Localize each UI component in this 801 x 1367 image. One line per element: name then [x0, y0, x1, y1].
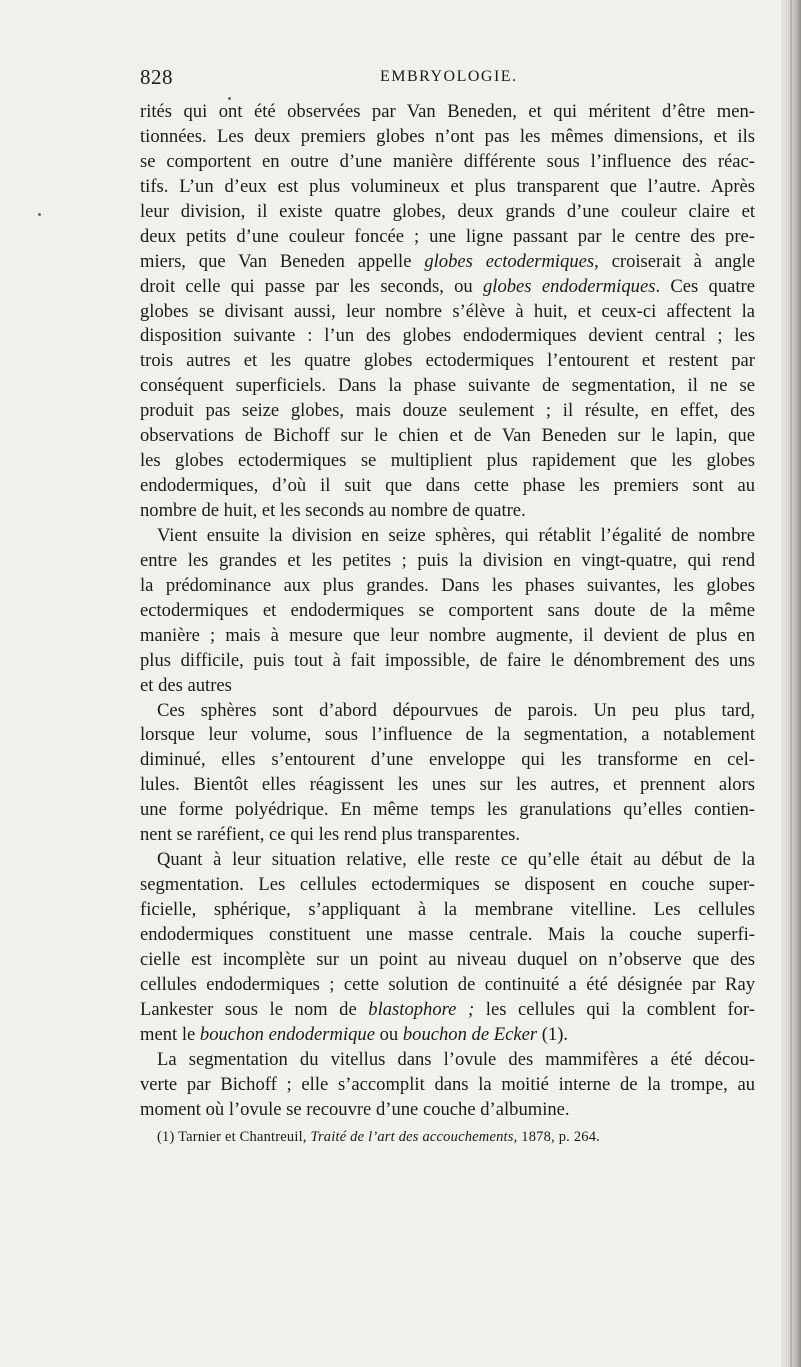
text-line: une forme polyédrique. En même temps les granulations qu’elles contien-	[140, 799, 755, 821]
text-line: les globes ectodermiques se multiplient plus rapidement que les globes	[140, 450, 755, 472]
text-run: ou	[374, 1023, 403, 1045]
text-run: les cellules qui la comblent for-	[474, 998, 755, 1020]
text-line: trois autres et les quatre globes ectodermiques l’entourent et restent par	[140, 350, 755, 372]
text-line	[140, 250, 755, 275]
text-line: se comportent en outre d’une manière différente sous l’influence des réac-	[140, 150, 755, 172]
text-line	[140, 1023, 755, 1048]
text-line: La segmentation du vitellus dans l’ovule des mammifères a été décou-	[157, 1048, 755, 1070]
text-run: Lankester sous le nom de	[140, 998, 369, 1020]
text-line: nent se raréfient, ce qui les rend plus transparentes.	[140, 824, 520, 846]
text-run: miers, que Van Beneden appelle	[140, 250, 425, 272]
text-line: plus difficile, puis tout à fait impossible, de faire le dénombrement des uns	[140, 649, 755, 671]
footnote-title: Traité de l’art des accouchements	[310, 1129, 514, 1145]
text-line: Vient ensuite la division en seize sphères, qui rétablit l’égalité de nombre	[157, 524, 755, 546]
text-run: droit celle qui passe par les seconds, ou	[140, 275, 483, 297]
text-line	[140, 275, 755, 300]
text-line: disposition suivante : l’un des globes endodermiques devient central ; les	[140, 325, 755, 347]
text-line: entre les grandes et les petites ; puis la division en vingt-quatre, qui rend	[140, 549, 755, 571]
term-bouchon-endodermique: bouchon endodermique	[199, 1023, 375, 1045]
text-line: ficielle, sphérique, s’appliquant à la membrane vitelline. Les cellules	[140, 899, 755, 920]
term-globes-endodermiques: globes endodermiques	[483, 275, 656, 297]
print-speck	[228, 97, 231, 100]
footnote	[157, 1129, 600, 1146]
footnote-marker: (1) Tarnier et Chantreuil,	[157, 1129, 311, 1145]
text-line: leur division, il existe quatre globes, deux grands d’une couleur claire et	[140, 200, 755, 222]
text-line	[140, 998, 755, 1023]
term-bouchon-de-ecker: bouchon de Ecker	[402, 1023, 538, 1045]
text-line: deux petits d’une couleur foncée ; une ligne passant par le centre des pre-	[140, 225, 755, 247]
text-line: Quant à leur situation relative, elle reste ce qu’elle était au début de la	[157, 849, 755, 871]
footnote-ref: (1).	[537, 1023, 569, 1045]
text-line: tifs. L’un d’eux est plus volumineux et plus transparent que l’autre. Après	[140, 175, 755, 197]
text-line: moment où l’ovule se recouvre d’une couche d’albumine.	[140, 1098, 570, 1120]
text-line: Ces sphères sont d’abord dépourvues de parois. Un peu plus tard,	[157, 699, 755, 721]
text-line: globes se divisant aussi, leur nombre s’élève à huit, et ceux-ci affectent la	[140, 300, 755, 322]
term-blastophore: blastophore ;	[368, 998, 475, 1020]
page-header	[140, 65, 755, 93]
print-speck	[38, 213, 41, 216]
text-line: diminué, elles s’entourent d’une enveloppe qui les transforme en cel-	[140, 749, 755, 771]
running-head: EMBRYOLOGIE.	[380, 68, 518, 85]
footnote-rest: , 1878, p. 264.	[513, 1129, 600, 1145]
text-line: observations de Bichoff sur le chien et de Van Beneden sur le lapin, que	[140, 425, 755, 447]
text-line: conséquent superficiels. Dans la phase suivante de segmentation, il ne se	[140, 375, 755, 397]
text-line: lules. Bientôt elles réagissent les unes sur les autres, et prennent alors	[140, 774, 755, 796]
text-line: ectodermiques et endodermiques se comportent sans doute de la même	[140, 599, 755, 621]
page-edge-line	[790, 0, 792, 1367]
text-run: ment le	[140, 1023, 200, 1045]
text-line: cielle est incomplète sur un point au niveau duquel on n’observe que des	[140, 948, 755, 970]
text-line: cellules endodermiques ; cette solution de continuité a été désignée par Ray	[140, 973, 755, 995]
text-line: endodermiques constituent une masse centrale. Mais la couche superfi-	[140, 923, 755, 945]
text-line: et des autres	[140, 674, 232, 696]
text-line: segmentation. Les cellules ectodermiques se disposent en couche super-	[140, 874, 755, 896]
text-line: la prédominance aux plus grandes. Dans les phases suivantes, les globes	[140, 574, 755, 596]
text-run: , croiserait à angle	[594, 250, 755, 272]
text-line: manière ; mais à mesure que leur nombre augmente, il devient de plus en	[140, 624, 755, 646]
term-globes-ectodermiques: globes ectodermiques	[424, 250, 595, 272]
text-line: rités qui ont été observées par Van Beneden, et qui méritent d’être men-	[140, 101, 755, 122]
text-line: tionnées. Les deux premiers globes n’ont pas les mêmes dimensions, et ils	[140, 125, 755, 147]
text-line: verte par Bichoff ; elle s’accomplit dans la moitié interne de la trompe, au	[140, 1073, 755, 1095]
text-line: produit pas seize globes, mais douze seulement ; il résulte, en effet, des	[140, 400, 755, 422]
text-run: . Ces quatre	[655, 275, 755, 297]
text-line: endodermiques, d’où il suit que dans cette phase les premiers sont au	[140, 475, 755, 497]
body-text	[140, 100, 755, 1122]
text-line: lorsque leur volume, sous l’influence de la segmentation, a notablement	[140, 724, 755, 746]
text-line: nombre de huit, et les seconds au nombre de quatre.	[140, 500, 526, 521]
page-number: 828	[140, 65, 173, 89]
